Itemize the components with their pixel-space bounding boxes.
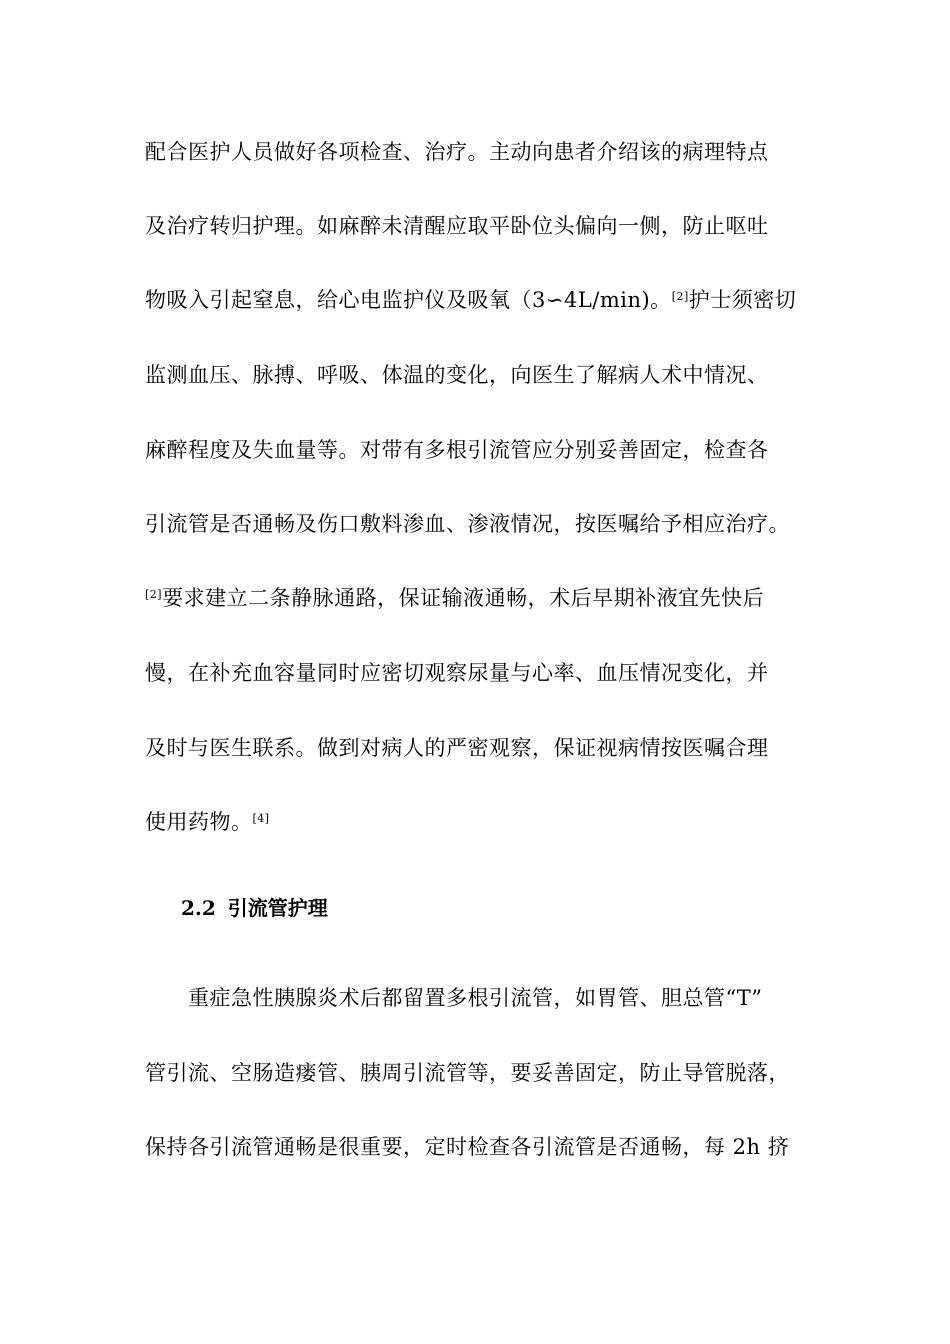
paragraph-line [145, 659, 835, 687]
paragraph-line [145, 510, 835, 538]
paragraph-line [145, 584, 835, 612]
paragraph-line [145, 436, 835, 464]
text-run: 及时与医生联系。做到对病人的严密观察，保证视病情按医嘱合理 [145, 736, 769, 760]
paragraph-line [145, 1059, 835, 1087]
text-run: 要求建立二条静脉通路，保证输液通畅，术后早期补液宜先快后 [162, 586, 765, 610]
text-run: 保持各引流管通畅是很重要，定时检查各引流管是否通畅，每 2h 挤 [145, 1135, 790, 1159]
citation-superscript: [2] [145, 588, 163, 601]
text-run: 麻醉程度及失血量等。对带有多根引流管应分别妥善固定，检查各 [145, 438, 769, 462]
section-number: 2.2 [181, 896, 216, 920]
paragraph-line [145, 1133, 835, 1161]
text-run: 使用药物。 [145, 810, 253, 834]
paragraph-line [145, 286, 835, 314]
text-run: 慢，在补充血容量同时应密切观察尿量与心率、血压情况变化，并 [145, 661, 769, 685]
text-run: 管引流、空肠造瘘管、胰周引流管等，要妥善固定，防止导管脱落， [145, 1061, 790, 1085]
section-title: 引流管护理 [227, 896, 328, 920]
paragraph-line [145, 361, 835, 389]
paragraph-line [145, 212, 835, 240]
text-run: 物吸入引起窒息，给心电监护仪及吸氧（3∽4L/min)。 [145, 288, 672, 312]
paragraph-line [145, 138, 835, 166]
citation-superscript: [4] [252, 812, 270, 825]
citation-superscript: [2] [671, 290, 689, 303]
paragraph-line [145, 734, 835, 762]
text-run: 护士须密切 [688, 288, 797, 312]
text-run: 配合医护人员做好各项检查、治疗。主动向患者介绍该的病理特点 [145, 140, 769, 164]
section-heading [181, 894, 328, 922]
paragraph-line [145, 808, 835, 836]
paragraph-line [188, 984, 878, 1012]
text-run: 重症急性胰腺炎术后都留置多根引流管，如胃管、胆总管“T” [188, 986, 763, 1010]
text-run: 引流管是否通畅及伤口敷料渗血、渗液情况，按医嘱给予相应治疗。 [145, 512, 790, 536]
text-run: 及治疗转归护理。如麻醉未清醒应取平卧位头偏向一侧，防止呕吐 [145, 214, 769, 238]
text-run: 监测血压、脉搏、呼吸、体温的变化，向医生了解病人术中情况、 [145, 363, 769, 387]
